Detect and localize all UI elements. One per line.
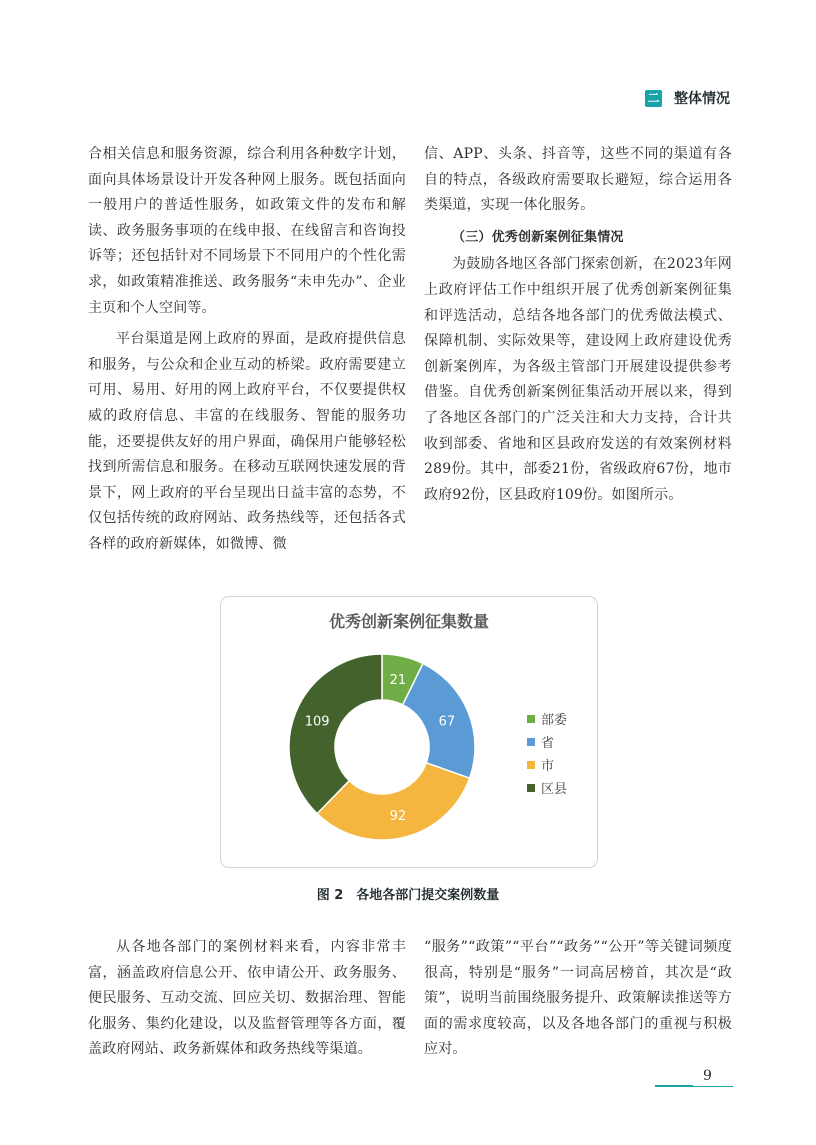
data-label: 92 bbox=[389, 809, 407, 825]
paragraph: 为鼓励各地区各部门探索创新，在2023年网上政府评估工作中组织开展了优秀创新案例征集和评选活动，总结各地各部门的优秀做法模式、保障机制、实际效果等，建设网上政府建设优秀创新案例库，为各级主管部门开展建设提供参考借鉴。自优秀创新案例征集活动开展以来，得到了各地区各部门的广泛关注和大力支持，合计共收到部委、省地和区县政府发送的有效案例材料289份。其中，部委21份，省级政府67份，地市政府92份，区县政府109份。如图所示。 bbox=[424, 256, 732, 503]
legend-label: 市 bbox=[541, 759, 555, 774]
subsection-heading: （三）优秀创新案例征集情况 bbox=[452, 229, 624, 245]
legend-label: 区县 bbox=[541, 782, 568, 797]
page-footer-rule bbox=[655, 1085, 693, 1087]
section-number-badge: 二 bbox=[645, 90, 662, 107]
page-number: 9 bbox=[703, 1068, 712, 1084]
paragraph: 从各地各部门的案例材料来看，内容非常丰富，涵盖政府信息公开、依申请公开、政务服务、便民服务、互动交流、回应关切、数据治理、智能化服务、集约化建设，以及监督管理等各方面，覆盖政府网站、政务新媒体和政务热线等渠道。 bbox=[88, 939, 406, 1058]
paragraph: 信、APP、头条、抖音等，这些不同的渠道有各自的特点，各级政府需要取长避短，综合运用各类渠道，实现一体化服务。 bbox=[424, 146, 732, 214]
legend-item bbox=[527, 776, 567, 799]
donut-slice-区县 bbox=[289, 654, 382, 814]
figure-caption: 图 2 各地各部门提交案例数量 bbox=[316, 888, 500, 903]
donut-chart bbox=[220, 596, 598, 868]
legend-label: 省 bbox=[541, 736, 555, 751]
chart-title: 优秀创新案例征集数量 bbox=[328, 612, 489, 631]
chart-legend bbox=[527, 707, 567, 799]
legend-swatch bbox=[527, 738, 535, 746]
legend-swatch bbox=[527, 784, 535, 792]
legend-item bbox=[527, 730, 567, 753]
section-title: 整体情况 bbox=[674, 91, 730, 107]
legend-swatch bbox=[527, 761, 535, 769]
right-column-top bbox=[424, 142, 732, 508]
data-label: 109 bbox=[304, 714, 330, 730]
legend-item bbox=[527, 707, 567, 730]
right-column-bottom bbox=[424, 935, 732, 1063]
page-footer-rule-thin bbox=[693, 1086, 733, 1087]
paragraph: 合相关信息和服务资源，综合利用各种数字计划，面向具体场景设计开发各种网上服务。既包括面向一般用户的普适性服务，如政策文件的发布和解读、政务服务事项的在线申报、在线留言和咨询投诉等；还包括针对不同场景下不同用户的个性化需求，如政策精准推送、政务服务“未申先办”、企业主页和个人空间等。 bbox=[88, 146, 406, 316]
paragraph: “服务”“政策”“平台”“政务”“公开”等关键词频度很高，特别是“服务”一词高居榜首，其次是“政策”，说明当前围绕服务提升、政策解读推送等方面的需求度较高，以及各地各部门的重视与积极应对。 bbox=[424, 939, 732, 1058]
legend-item bbox=[527, 753, 567, 776]
left-column-bottom bbox=[88, 935, 406, 1063]
left-column-top bbox=[88, 142, 406, 558]
legend-label: 部委 bbox=[541, 713, 568, 728]
section-header bbox=[645, 88, 730, 108]
data-label: 21 bbox=[389, 672, 407, 688]
legend-swatch bbox=[527, 715, 535, 723]
paragraph: 平台渠道是网上政府的界面，是政府提供信息和服务，与公众和企业互动的桥梁。政府需要建立可用、易用、好用的网上政府平台，不仅要提供权威的政府信息、丰富的在线服务、智能的服务功能，还要提供友好的用户界面，确保用户能够轻松找到所需信息和服务。在移动互联网快速发展的背景下，网上政府的平台呈现出日益丰富的态势，不仅包括传统的政府网站、政务热线等，还包括各式各样的政府新媒体，如微博、微 bbox=[88, 331, 406, 552]
data-label: 67 bbox=[438, 714, 456, 730]
